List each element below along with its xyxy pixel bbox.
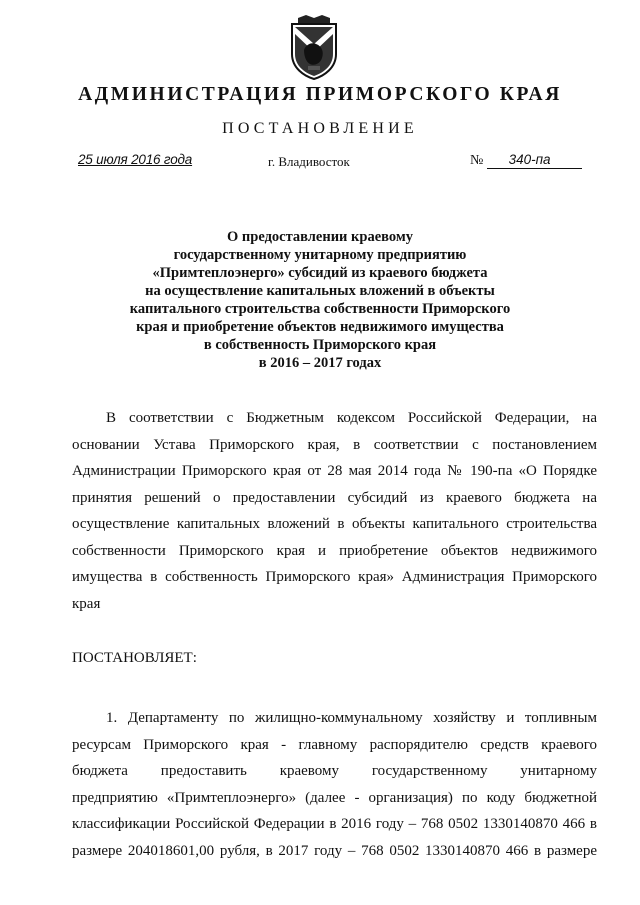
paragraph-line: имущества в собственность Приморского края» Администрация Приморского <box>72 569 597 585</box>
document-date: 25 июля 2016 года <box>78 152 193 167</box>
paragraph-line: классификации Российской Федерации в 2016 году – 768 0502 1330140870 466 в <box>72 816 597 832</box>
subject-line: «Примтеплоэнерго» субсидий из краевого бюджета <box>152 265 488 281</box>
subject-line: в собственность Приморского края <box>203 337 437 353</box>
document-subject <box>110 228 530 372</box>
document-number <box>470 152 590 169</box>
preamble-paragraph <box>72 405 597 617</box>
paragraph-line: края <box>72 595 101 612</box>
paragraph-line: принятия решений о предоставлении субсидий из краевого бюджета на <box>72 489 597 506</box>
coat-of-arms-icon <box>284 14 344 80</box>
item-1-paragraph <box>72 705 597 864</box>
number-label: № <box>470 153 484 168</box>
subject-line: в 2016 – 2017 годах <box>258 355 382 371</box>
paragraph-line: предприятию «Примтеплоэнерго» (далее - организация) по коду бюджетной <box>72 789 597 806</box>
paragraph-line: осуществление капитальных вложений в объекты капитального строительства <box>72 516 597 532</box>
subject-line: края и приобретение объектов недвижимого имущества <box>136 319 504 335</box>
paragraph-line: Администрации Приморского края от 28 мая 2014 года № 190-па «О Порядке <box>72 463 597 479</box>
paragraph-line: 1. Департаменту по жилищно-коммунальному хозяйству и топливным <box>106 710 597 726</box>
paragraph-line: основании Устава Приморского края, в соответствии с постановлением <box>72 436 597 453</box>
paragraph-line: собственности Приморского края и приобретение объектов недвижимого <box>72 542 597 559</box>
organization-title: АДМИНИСТРАЦИЯ ПРИМОРСКОГО КРАЯ <box>78 84 562 105</box>
paragraph-line: размере 204018601,00 рубля, в 2017 году – 768 0502 1330140870 466 в размере <box>72 842 597 859</box>
subject-line: О предоставлении краевому <box>227 229 413 245</box>
resolves-heading: ПОСТАНОВЛЯЕТ: <box>72 650 197 666</box>
paragraph-line: В соответствии с Бюджетным кодексом Российской Федерации, на <box>106 410 597 426</box>
document-type: ПОСТАНОВЛЕНИЕ <box>222 120 418 137</box>
document-city: г. Владивосток <box>268 154 350 169</box>
paragraph-line: ресурсам Приморского края - главному распорядителю средств краевого <box>72 736 597 753</box>
number-value: 340-па <box>487 152 582 169</box>
paragraph-line: бюджета предоставить краевому государственному унитарному <box>72 763 597 779</box>
subject-line: на осуществление капитальных вложений в объекты <box>145 283 495 299</box>
subject-line: капитального строительства собственности Приморского <box>129 301 511 317</box>
subject-line: государственному унитарному предприятию <box>173 247 467 263</box>
